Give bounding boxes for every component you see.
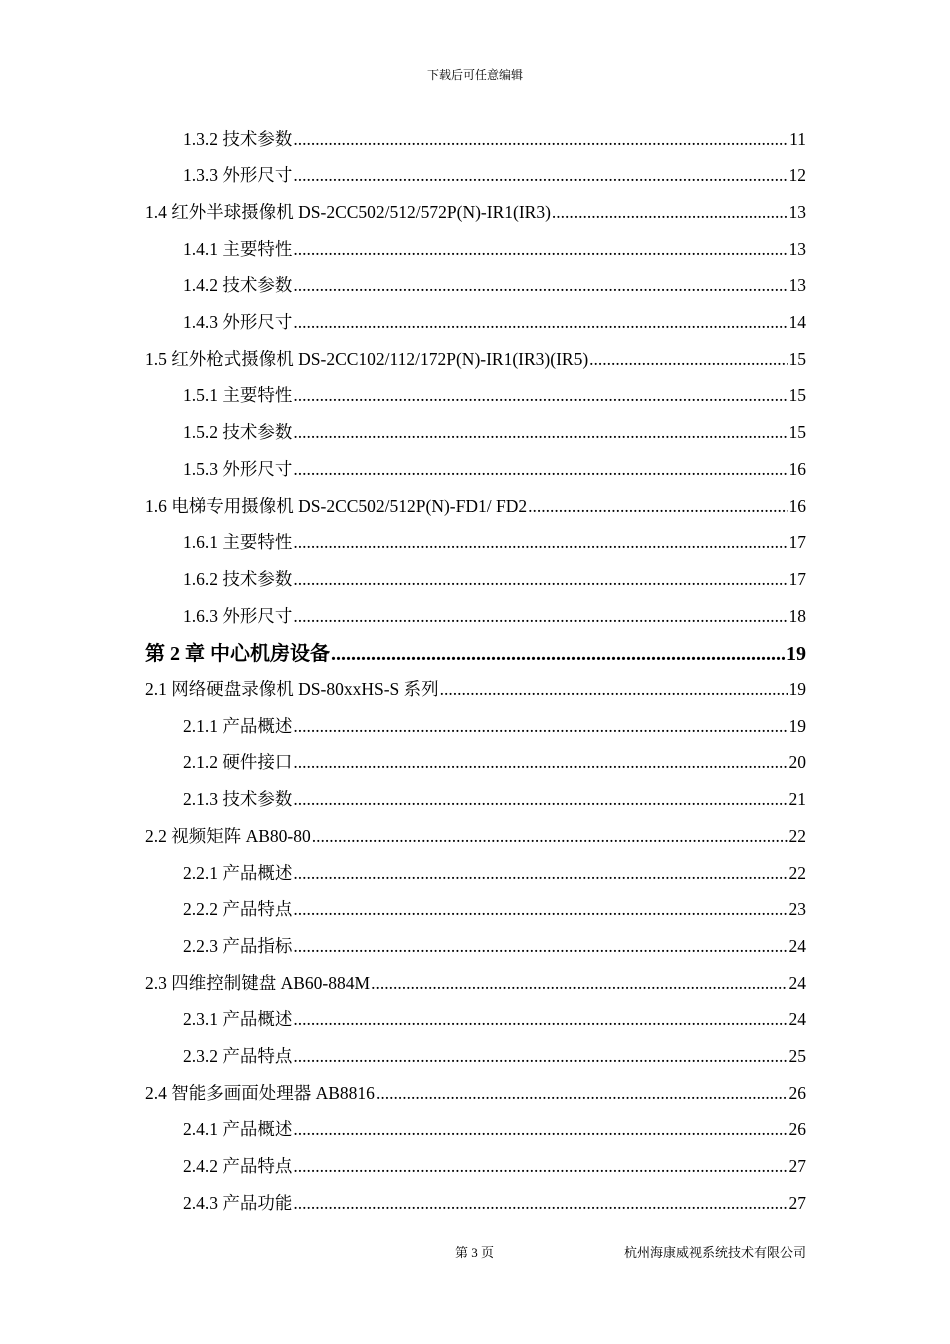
toc-leader-dots [293,239,787,260]
toc-entry[interactable] [0,1184,950,1220]
toc-entry-page: 15 [788,385,806,406]
toc-leader-dots [293,532,787,553]
toc-entry[interactable] [0,1111,950,1147]
toc-entry[interactable] [0,891,950,927]
toc-entry-page: 15 [788,422,806,443]
toc-entry-page: 27 [788,1192,806,1213]
toc-entry-label: 2.1.3 技术参数 [183,789,293,810]
page-header: 下载后可任意编辑 [426,68,523,82]
toc-entry-page: 19 [788,715,806,736]
toc-entry-page: 23 [788,899,806,920]
toc-leader-dots [293,312,787,333]
toc-entry-page: 26 [788,1119,806,1140]
toc-entry[interactable] [0,193,950,229]
toc-entry-page: 12 [788,165,806,186]
toc-leader-dots [293,422,787,443]
toc-entry-label: 1.4.1 主要特性 [183,238,293,259]
toc-entry[interactable] [0,560,950,596]
toc-entry-label: 第 2 章 中心机房设备 [145,643,330,666]
toc-leader-dots [312,826,788,847]
toc-entry-page: 19 [788,679,806,699]
toc-entry[interactable] [0,157,950,193]
toc-entry-page: 14 [788,312,806,332]
toc-entry-page: 13 [788,275,806,296]
toc-leader-dots [293,165,787,186]
toc-entry[interactable] [0,964,950,1000]
toc-entry-label: 1.3.3 外形尺寸 [183,165,293,186]
toc-leader-dots [331,643,785,666]
toc-entry-label: 1.5.1 主要特性 [183,385,293,406]
toc-leader-dots [293,275,787,296]
toc-entry-page: 18 [788,605,806,626]
toc-entry-label: 2.2.1 产品概述 [183,862,293,883]
toc-entry-label: 2.4.3 产品功能 [183,1192,293,1213]
toc-leader-dots [293,1009,787,1030]
toc-leader-dots [293,1046,787,1067]
toc-leader-dots [293,789,787,810]
toc-entry-label: 1.6.2 技术参数 [183,568,293,589]
toc-entry-page: 25 [788,1046,806,1066]
toc-leader-dots [293,1193,787,1214]
toc-entry-page: 24 [788,1009,806,1030]
toc-leader-dots [589,349,787,370]
toc-entry[interactable] [0,927,950,963]
toc-entry[interactable] [0,120,950,156]
toc-entry-label: 2.1.1 产品概述 [183,715,293,736]
toc-entry[interactable] [0,854,950,890]
toc-entry[interactable] [0,230,950,266]
toc-entry-label: 2.1 网络硬盘录像机 DS-80xxHS-S 系列 [145,679,439,699]
toc-entry-label: 2.3 四维控制键盘 AB60-884M [145,972,371,993]
toc-entry[interactable] [0,1038,950,1074]
toc-entry-label: 1.6.1 主要特性 [183,532,293,553]
toc-entry-label: 2.2.2 产品特点 [183,899,293,920]
toc-leader-dots [376,1083,788,1104]
toc-entry[interactable] [0,340,950,376]
toc-entry-page: 13 [788,201,806,222]
toc-entry-page: 13 [788,238,806,259]
toc-entry[interactable] [0,524,950,560]
toc-entry-page: 26 [788,1082,806,1103]
toc-entry-page: 22 [788,862,806,883]
toc-entry[interactable] [0,817,950,853]
toc-entry-label: 1.6 电梯专用摄像机 DS-2CC502/512P(N)-FD1/ FD2 [145,495,528,516]
toc-entry[interactable] [0,781,950,817]
toc-entry-label: 1.4 红外半球摄像机 DS-2CC502/512/572P(N)-IR1(IR3) [145,201,551,222]
toc-entry-label: 1.6.3 外形尺寸 [183,605,293,626]
toc-entry-page: 11 [789,128,806,149]
toc-entry-label: 2.2.3 产品指标 [183,935,293,956]
toc-leader-dots [552,202,788,223]
toc-entry-label: 1.5.2 技术参数 [183,422,293,443]
toc-leader-dots [528,496,787,517]
toc-leader-dots [293,716,787,737]
footer-page-number: 第 3 页 [455,1245,495,1260]
toc-entry[interactable] [0,707,950,743]
toc-entry[interactable] [0,377,950,413]
toc-entry-page: 15 [788,348,806,369]
toc-leader-dots [293,385,787,406]
toc-entry-label: 2.4.1 产品概述 [183,1119,293,1140]
toc-entry-label: 2.4.2 产品特点 [183,1156,293,1177]
toc-entry-label: 1.5.3 外形尺寸 [183,458,293,479]
toc-chapter-entry[interactable] [0,634,950,670]
toc-entry-label: 2.3.2 产品特点 [183,1046,293,1066]
toc-entry-label: 1.4.2 技术参数 [183,275,293,296]
toc-entry-page: 22 [788,825,806,846]
toc-entry[interactable] [0,414,950,450]
toc-entry-page: 24 [788,972,806,993]
toc-leader-dots [293,899,787,920]
toc-entry-label: 2.2 视频矩阵 AB80-80 [145,825,311,846]
toc-entry-page: 24 [788,935,806,956]
toc-entry-page: 20 [788,752,806,773]
toc-entry-page: 17 [788,568,806,589]
toc-entry-label: 1.5 红外枪式摄像机 DS-2CC102/112/172P(N)-IR1(IR3)(IR5) [145,348,589,369]
toc-entry-page: 21 [788,789,806,810]
toc-entry[interactable] [0,671,950,707]
toc-entry-page: 19 [786,643,806,666]
toc-leader-dots [293,752,787,773]
toc-leader-dots [293,459,787,480]
toc-entry-page: 16 [788,458,806,479]
toc-entry-label: 2.4 智能多画面处理器 AB8816 [145,1082,375,1103]
toc-leader-dots [293,606,787,627]
toc-entry-page: 17 [788,532,806,553]
toc-leader-dots [293,936,787,957]
toc-entry-label: 1.3.2 技术参数 [183,128,293,149]
toc-entry-label: 1.4.3 外形尺寸 [183,312,293,332]
toc-leader-dots [293,1119,787,1140]
toc-leader-dots [293,129,788,150]
toc-entry[interactable] [0,1148,950,1184]
toc-entry[interactable] [0,267,950,303]
footer-company-name: 杭州海康威视系统技术有限公司 [623,1245,806,1260]
toc-entry[interactable] [0,450,950,486]
toc-entry-page: 16 [788,495,806,516]
toc-leader-dots [293,569,787,590]
toc-entry[interactable] [0,1074,950,1110]
toc-leader-dots [371,973,787,994]
toc-entry[interactable] [0,304,950,340]
toc-leader-dots [293,1156,787,1177]
toc-entry[interactable] [0,597,950,633]
toc-entry-label: 2.3.1 产品概述 [183,1009,293,1030]
toc-entry[interactable] [0,487,950,523]
toc-entry[interactable] [0,1001,950,1037]
toc-entry[interactable] [0,744,950,780]
toc-leader-dots [440,679,788,700]
toc-leader-dots [293,863,787,884]
toc-entry-page: 27 [788,1156,806,1177]
toc-entry-label: 2.1.2 硬件接口 [183,752,293,773]
